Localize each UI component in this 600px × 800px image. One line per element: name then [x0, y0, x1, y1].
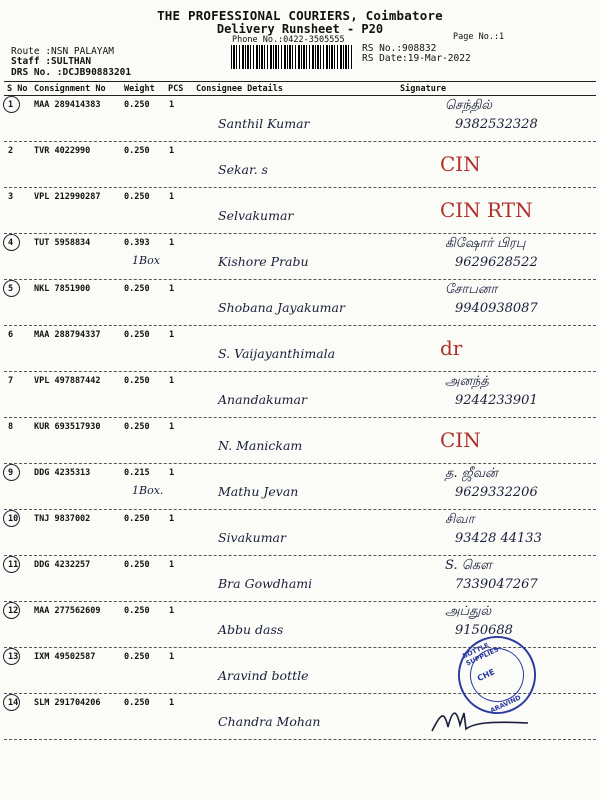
serial-number: 7	[8, 376, 14, 386]
table-row	[0, 556, 600, 602]
runsheet-title: Delivery Runsheet - P20	[216, 22, 384, 36]
table-row	[0, 234, 600, 280]
header-rule-top	[4, 81, 596, 82]
weight-value: 0.250	[124, 330, 150, 340]
consignment-number: TNJ 9837002	[34, 514, 91, 524]
signature-text: த. ஜீவன்	[445, 466, 498, 481]
serial-number: 2	[8, 146, 14, 156]
table-row	[0, 372, 600, 418]
consignment-number: IXM 49502587	[34, 652, 96, 662]
signature-phone: 9382532328	[455, 117, 538, 132]
pieces-count: 1	[169, 376, 175, 386]
cin-mark: dr	[440, 336, 463, 360]
col-weight: Weight	[124, 84, 155, 94]
consignee-name: Santhil Kumar	[218, 116, 310, 131]
stamp-bottom-text: ARAVIND	[488, 693, 523, 715]
consignment-number: SLM 291704206	[34, 698, 101, 708]
signature-text: அனந்த்	[445, 374, 489, 389]
signature-phone: 9629628522	[455, 255, 538, 270]
consignee-name: Anandakumar	[218, 392, 307, 407]
pieces-count: 1	[169, 146, 175, 156]
weight-value: 0.250	[124, 284, 150, 294]
pieces-count: 1	[169, 100, 175, 110]
serial-number: 14	[8, 698, 19, 708]
consignee-name: Sivakumar	[218, 530, 286, 545]
pieces-count: 1	[169, 192, 175, 202]
drs-value: DCJB90883201	[62, 67, 132, 78]
consignee-name: Sekar. s	[218, 162, 268, 177]
pieces-count: 1	[169, 560, 175, 570]
stamp-center-text: CHE	[475, 667, 497, 684]
table-row	[0, 326, 600, 372]
cin-mark: CIN	[440, 152, 481, 176]
table-row	[0, 280, 600, 326]
serial-number: 3	[8, 192, 14, 202]
weight-value: 0.393	[124, 238, 150, 248]
consignment-number: MAA 277562609	[34, 606, 101, 616]
table-row	[0, 510, 600, 556]
weight-value: 0.250	[124, 606, 150, 616]
serial-number: 11	[8, 560, 19, 570]
consignee-name: Bra Gowdhami	[218, 576, 313, 591]
consignee-name: Selvakumar	[218, 208, 294, 223]
pieces-count: 1	[169, 238, 175, 248]
pieces-count: 1	[169, 606, 175, 616]
company-title: THE PROFESSIONAL COURIERS, Coimbatore	[157, 8, 443, 23]
consignment-number: TVR 4022990	[34, 146, 91, 156]
rs-date: RS Date:19-Mar-2022	[362, 53, 471, 64]
signature-text: S. கௌ	[445, 558, 492, 573]
weight-value: 0.250	[124, 146, 150, 156]
signature-text: செந்தில்	[445, 98, 493, 113]
consignee-name: Chandra Mohan	[218, 714, 321, 729]
handwritten-signature	[430, 705, 530, 735]
consignment-number: TUT 5958834	[34, 238, 91, 248]
stamp-top-text: BOTTLE SUPPLIES	[461, 641, 501, 668]
weight-value: 0.250	[124, 192, 150, 202]
table-row	[0, 464, 600, 510]
serial-number: 13	[8, 652, 19, 662]
signature-phone: 9629332206	[455, 485, 538, 500]
consignment-number: KUR 693517930	[34, 422, 101, 432]
consignee-name: Kishore Prabu	[218, 254, 309, 269]
signature-phone: 9244233901	[455, 393, 538, 408]
serial-number: 10	[8, 514, 19, 524]
route-value: NSN PALAYAM	[51, 46, 114, 57]
serial-number: 9	[8, 468, 14, 478]
signature-text: அப்துல்	[445, 604, 492, 619]
col-consignee: Consignee Details	[196, 84, 283, 94]
consignment-number: NKL 7851900	[34, 284, 91, 294]
consignment-number: DDG 4232257	[34, 560, 91, 570]
table-row	[0, 188, 600, 234]
route-label: Route :	[11, 46, 52, 57]
table-row	[0, 418, 600, 464]
weight-value: 0.250	[124, 560, 150, 570]
signature-text: சிவா	[445, 512, 475, 527]
pieces-count: 1	[169, 468, 175, 478]
drs-line	[11, 67, 131, 78]
consignee-name: N. Manickam	[218, 438, 303, 453]
consignment-number: VPL 212990287	[34, 192, 101, 202]
serial-number: 12	[8, 606, 19, 616]
phone-number: Phone No.:0422-3505555	[232, 35, 345, 45]
serial-number: 6	[8, 330, 14, 340]
cin-mark: CIN	[440, 428, 481, 452]
row-separator	[4, 739, 596, 740]
col-pcs: PCS	[168, 84, 184, 94]
weight-value: 0.250	[124, 376, 150, 386]
consignment-number: MAA 288794337	[34, 330, 101, 340]
pieces-count: 1	[169, 652, 175, 662]
signature-phone: 93428 44133	[455, 531, 542, 546]
staff-value: SULTHAN	[51, 56, 92, 67]
pieces-count: 1	[169, 422, 175, 432]
consignee-name: Aravind bottle	[218, 668, 309, 683]
signature-phone: 7339047267	[455, 577, 538, 592]
consignee-name: Shobana Jayakumar	[218, 300, 345, 315]
box-note: 1Box	[132, 254, 160, 267]
pieces-count: 1	[169, 284, 175, 294]
col-consignment: Consignment No	[34, 84, 106, 94]
consignee-name: Abbu dass	[218, 622, 284, 637]
staff-label: Staff :	[11, 56, 52, 67]
serial-number: 5	[8, 284, 14, 294]
barcode	[231, 45, 353, 69]
cin-mark: CIN RTN	[440, 198, 533, 222]
signature-phone: 9940938087	[455, 301, 538, 316]
table-row	[0, 96, 600, 142]
pieces-count: 1	[169, 514, 175, 524]
staff-line	[11, 56, 91, 67]
signature-text: கிஷோர் பிரபு	[445, 236, 526, 251]
weight-value: 0.250	[124, 100, 150, 110]
pieces-count: 1	[169, 698, 175, 708]
box-note: 1Box.	[132, 484, 164, 497]
consignee-name: Mathu Jevan	[218, 484, 299, 499]
weight-value: 0.250	[124, 422, 150, 432]
pieces-count: 1	[169, 330, 175, 340]
serial-number: 4	[8, 238, 14, 248]
col-signature: Signature	[400, 84, 447, 94]
rs-number: RS No.:908832	[362, 43, 437, 54]
signature-text: சோபனா	[445, 282, 498, 297]
col-sno: S No	[7, 84, 28, 94]
weight-value: 0.215	[124, 468, 150, 478]
consignment-number: DDG 4235313	[34, 468, 91, 478]
consignee-name: S. Vaijayanthimala	[218, 346, 336, 361]
serial-number: 8	[8, 422, 14, 432]
serial-number: 1	[8, 100, 14, 110]
consignment-number: MAA 289414383	[34, 100, 101, 110]
page-number: Page No.:1	[453, 32, 505, 42]
drs-label: DRS No. :	[11, 67, 63, 78]
consignment-number: VPL 497887442	[34, 376, 101, 386]
signature-phone: 9150688	[455, 623, 513, 638]
weight-value: 0.250	[124, 514, 150, 524]
table-row	[0, 142, 600, 188]
weight-value: 0.250	[124, 698, 150, 708]
weight-value: 0.250	[124, 652, 150, 662]
